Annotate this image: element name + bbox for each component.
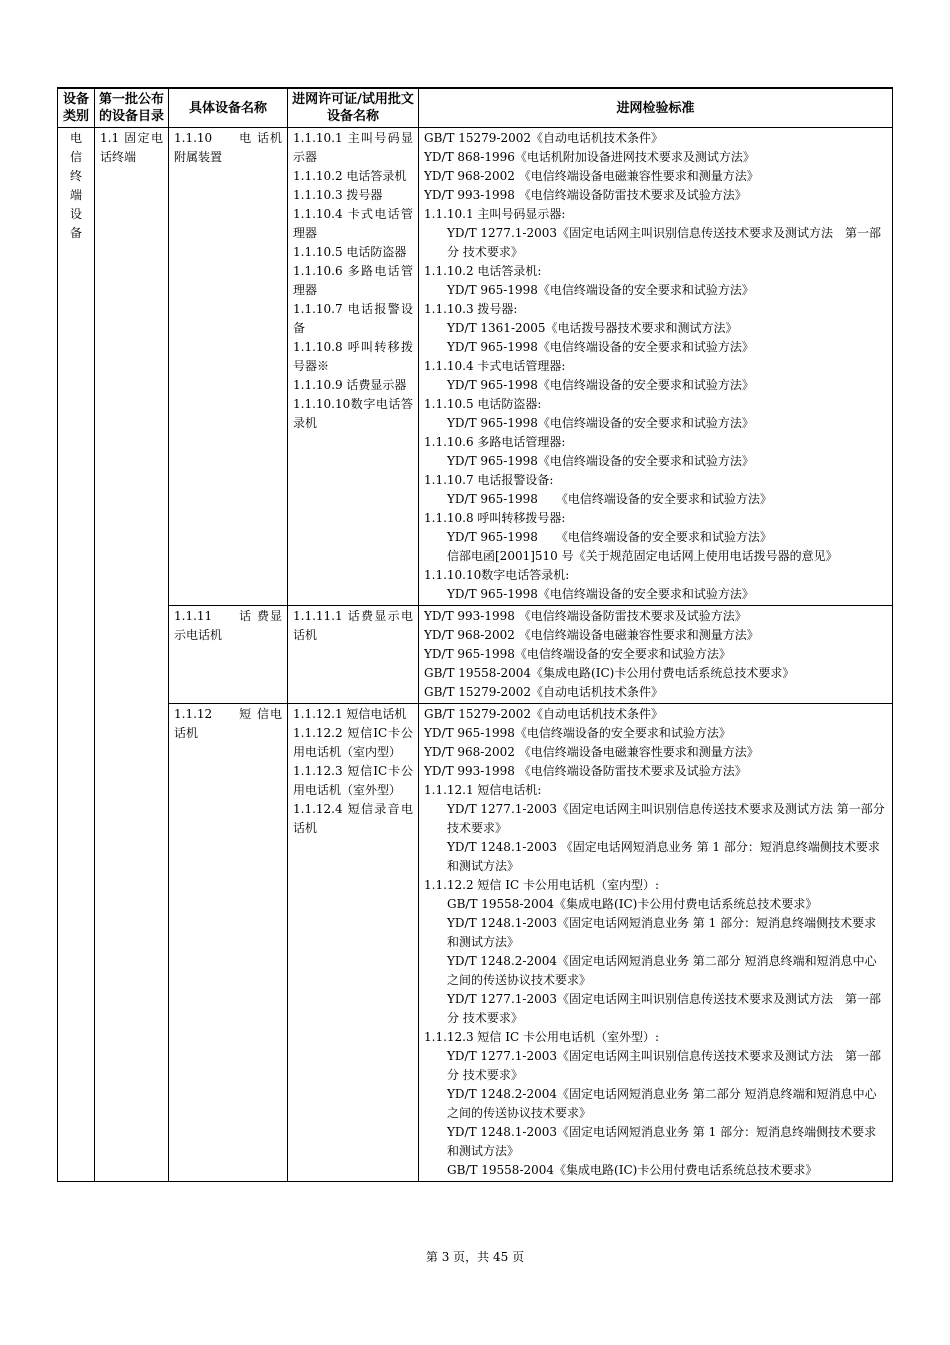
standard-entry: GB/T 19558-2004《集成电路(IC)卡公用付费电话系统总技术要求》 [447, 1163, 818, 1177]
standard-heading: GB/T 15279-2002《自动电话机技术条件》 [424, 685, 664, 699]
standard-heading: 1.1.10.3 拨号器: [424, 302, 518, 316]
license-cell [288, 606, 419, 704]
standard-heading: YD/T 968-2002 《电信终端设备电磁兼容性要求和测量方法》 [424, 745, 759, 759]
standard-heading: 1.1.12.2 短信 IC 卡公用电话机（室内型）: [424, 878, 660, 892]
standard-entry: YD/T 965-1998《电信终端设备的安全要求和试验方法》 [447, 378, 754, 392]
standard-heading: GB/T 15279-2002《自动电话机技术条件》 [424, 707, 664, 721]
standard-entry: YD/T 1248.2-2004《固定电话网短消息业务 第二部分 短消息终端和短消息中心之间的传送协议技术要求》 [447, 954, 877, 987]
standard-entry: YD/T 965-1998《电信终端设备的安全要求和试验方法》 [447, 340, 754, 354]
category-char: 端 [69, 188, 82, 202]
header-category: 设备类别 [58, 88, 95, 128]
license-item: 1.1.10.3 拨号器 [293, 188, 383, 202]
license-item: 1.1.10.2 电话答录机 [293, 169, 407, 183]
standard-heading: YD/T 993-1998 《电信终端设备防雷技术要求及试验方法》 [424, 764, 747, 778]
license-item: 1.1.12.2 短信IC卡公用电话机（室内型） [293, 726, 413, 759]
header-standards: 进网检验标准 [419, 88, 893, 128]
standard-entry: YD/T 965-1998《电信终端设备的安全要求和试验方法》 [447, 454, 754, 468]
standard-heading: 1.1.12.1 短信电话机: [424, 783, 542, 797]
table-header-row [58, 88, 893, 128]
page-footer: 第 3 页，共 45 页 [425, 1250, 525, 1264]
license-item: 1.1.12.1 短信电话机 [293, 707, 407, 721]
license-item: 1.1.10.10数字电话答录机 [293, 397, 413, 430]
device-name-cell: 1.1.10 电 话机附属装置 [169, 128, 288, 606]
standard-heading: YD/T 968-2002 《电信终端设备电磁兼容性要求和测量方法》 [424, 628, 759, 642]
category-char: 备 [69, 226, 82, 240]
license-cell [288, 704, 419, 1182]
category-char: 信 [69, 150, 82, 164]
standard-entry: YD/T 965-1998 《电信终端设备的安全要求和试验方法》 [447, 492, 772, 506]
header-device-name: 具体设备名称 [169, 88, 288, 128]
standard-entry: GB/T 19558-2004《集成电路(IC)卡公用付费电话系统总技术要求》 [447, 897, 818, 911]
standard-heading: YD/T 965-1998《电信终端设备的安全要求和试验方法》 [424, 726, 731, 740]
standard-heading: GB/T 15279-2002《自动电话机技术条件》 [424, 131, 664, 145]
standard-heading: 1.1.12.3 短信 IC 卡公用电话机（室外型）: [424, 1030, 660, 1044]
standard-heading: YD/T 965-1998《电信终端设备的安全要求和试验方法》 [424, 647, 731, 661]
header-catalog: 第一批公布的设备目录 [95, 88, 169, 128]
license-item: 1.1.10.5 电话防盗器 [293, 245, 407, 259]
category-char: 设 [69, 207, 82, 221]
standard-entry: YD/T 965-1998《电信终端设备的安全要求和试验方法》 [447, 283, 754, 297]
standard-entry: YD/T 965-1998 《电信终端设备的安全要求和试验方法》 [447, 530, 772, 544]
standard-entry: 信部电函[2001]510 号《关于规范固定电话网上使用电话拨号器的意见》 [447, 549, 838, 563]
standard-entry: YD/T 1248.1-2003《固定电话网短消息业务 第 1 部分：短消息终端侧技术要求和测试方法》 [447, 916, 877, 949]
standard-heading: 1.1.10.6 多路电话管理器: [424, 435, 566, 449]
catalog-cell: 1.1 固定电话终端 [95, 128, 169, 1182]
standard-entry: YD/T 1277.1-2003《固定电话网主叫识别信息传送技术要求及测试方法 第一部分 技术要求》 [447, 992, 881, 1025]
license-cell [288, 128, 419, 606]
standard-heading: 1.1.10.7 电话报警设备: [424, 473, 554, 487]
license-item: 1.1.10.7 电话报警设备 [293, 302, 413, 335]
standards-table [57, 87, 893, 1182]
standard-entry: YD/T 1277.1-2003《固定电话网主叫识别信息传送技术要求及测试方法 第一部分 技术要求》 [447, 226, 881, 259]
standard-heading: 1.1.10.2 电话答录机: [424, 264, 542, 278]
standard-heading: YD/T 968-2002 《电信终端设备电磁兼容性要求和测量方法》 [424, 169, 759, 183]
table-row [58, 128, 893, 606]
header-license-name: 进网许可证/试用批文设备名称 [288, 88, 419, 128]
standards-cell [419, 606, 893, 704]
standard-heading: YD/T 868-1996《电话机附加设备进网技术要求及测试方法》 [424, 150, 755, 164]
standard-heading: 1.1.10.8 呼叫转移拨号器: [424, 511, 566, 525]
standard-entry: YD/T 1277.1-2003《固定电话网主叫识别信息传送技术要求及测试方法 第一部分 技术要求》 [447, 1049, 881, 1082]
standard-heading: GB/T 19558-2004《集成电路(IC)卡公用付费电话系统总技术要求》 [424, 666, 795, 680]
license-item: 1.1.10.6 多路电话管理器 [293, 264, 413, 297]
standard-entry: YD/T 1361-2005《电话拨号器技术要求和测试方法》 [447, 321, 738, 335]
standard-entry: YD/T 1277.1-2003《固定电话网主叫识别信息传送技术要求及测试方法 第一部分 技术要求》 [447, 802, 885, 835]
category-char: 电 [69, 131, 82, 145]
standard-heading: 1.1.10.10数字电话答录机: [424, 568, 570, 582]
standard-entry: YD/T 1248.1-2003《固定电话网短消息业务 第 1 部分：短消息终端侧技术要求和测试方法》 [447, 1125, 877, 1158]
standard-heading: 1.1.10.5 电话防盗器: [424, 397, 542, 411]
table-row [58, 704, 893, 1182]
standard-heading: 1.1.10.4 卡式电话管理器: [424, 359, 566, 373]
standard-entry: YD/T 965-1998《电信终端设备的安全要求和试验方法》 [447, 587, 754, 601]
category-cell [58, 128, 95, 1182]
standard-heading: 1.1.10.1 主叫号码显示器: [424, 207, 566, 221]
standard-entry: YD/T 1248.1-2003 《固定电话网短消息业务 第 1 部分：短消息终端侧技术要求和测试方法》 [447, 840, 880, 873]
standard-entry: YD/T 965-1998《电信终端设备的安全要求和试验方法》 [447, 416, 754, 430]
standard-heading: YD/T 993-1998 《电信终端设备防雷技术要求及试验方法》 [424, 609, 747, 623]
standards-cell [419, 128, 893, 606]
standard-heading: YD/T 993-1998 《电信终端设备防雷技术要求及试验方法》 [424, 188, 747, 202]
license-item: 1.1.12.4 短信录音电话机 [293, 802, 413, 835]
license-item: 1.1.11.1 话费显示电话机 [293, 609, 413, 642]
table-row [58, 606, 893, 704]
license-item: 1.1.10.9 话费显示器 [293, 378, 407, 392]
device-name-cell: 1.1.11 话 费显示电话机 [169, 606, 288, 704]
license-item: 1.1.12.3 短信IC卡公用电话机（室外型） [293, 764, 413, 797]
standards-cell [419, 704, 893, 1182]
license-item: 1.1.10.1 主叫号码显示器 [293, 131, 413, 164]
license-item: 1.1.10.8 呼叫转移拨号器※ [293, 340, 413, 373]
license-item: 1.1.10.4 卡式电话管理器 [293, 207, 413, 240]
device-name-cell: 1.1.12 短 信电话机 [169, 704, 288, 1182]
standard-entry: YD/T 1248.2-2004《固定电话网短消息业务 第二部分 短消息终端和短消息中心之间的传送协议技术要求》 [447, 1087, 877, 1120]
category-char: 终 [69, 169, 82, 183]
